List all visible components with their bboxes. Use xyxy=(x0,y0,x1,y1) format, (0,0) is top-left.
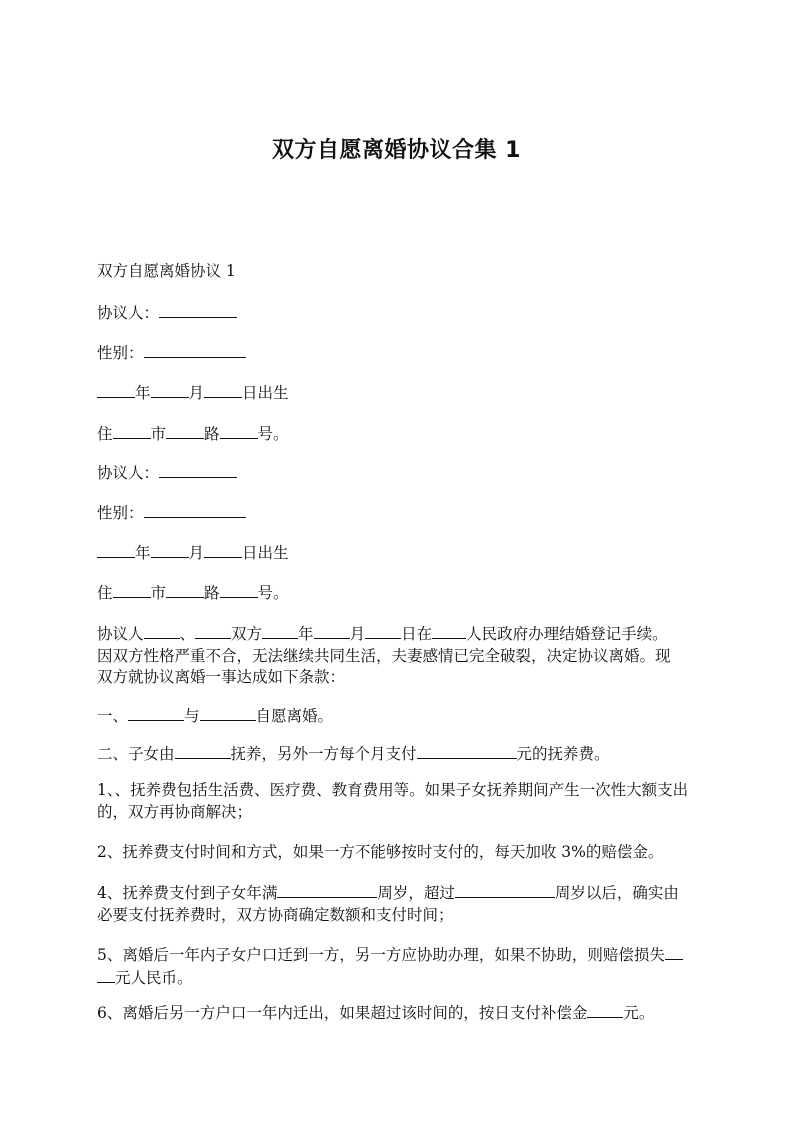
party1-addr-prefix: 住 xyxy=(97,425,113,443)
clause2-blank-1 xyxy=(175,743,231,759)
item4-row-1 xyxy=(97,882,707,905)
party2-no-blank xyxy=(220,582,258,598)
party1-no-blank xyxy=(220,423,258,439)
item4-text-2: 周岁，超过 xyxy=(377,884,455,902)
party1-month-blank xyxy=(151,382,189,398)
party1-name-line xyxy=(97,301,707,325)
document-title: 双方自愿离婚协议合集 1 xyxy=(272,138,521,163)
party2-road-blank xyxy=(166,582,204,598)
party2-gender-label: 性别： xyxy=(97,504,144,522)
item4-row-2: 必要支付抚养费时，双方协商确定数额和支付时间； xyxy=(97,905,454,924)
party1-gender-blank xyxy=(144,342,246,358)
party1-day-blank xyxy=(204,382,242,398)
item1-row-2: 的，双方再协商解决； xyxy=(97,802,253,821)
intro-blank-6 xyxy=(432,623,466,639)
party2-city-label: 市 xyxy=(150,584,167,602)
clause2-blank-2 xyxy=(417,743,517,759)
party1-no-label: 号。 xyxy=(257,425,289,443)
clause2-text-3: 元的抚养费。 xyxy=(516,745,610,763)
party2-year-blank xyxy=(97,542,135,558)
party2-address-line xyxy=(97,581,707,605)
item-2: 2、抚养费支付时间和方式，如果一方不能够按时支付的，每天加收 3%的赔偿金。 xyxy=(97,843,664,861)
intro-row-3: 双方就协议离婚一事达成如下条款： xyxy=(97,668,346,686)
item-6 xyxy=(97,1001,707,1025)
intro-text-5: 月 xyxy=(349,625,366,643)
party2-month-blank xyxy=(151,542,189,558)
clause-1 xyxy=(97,704,707,728)
party2-name-line xyxy=(97,461,707,485)
party2-year-label: 年 xyxy=(135,544,151,562)
item6-text-2: 元。 xyxy=(623,1004,655,1022)
item5-text-1: 5、离婚后一年内子女户口迁到一方，另一方应协助办理，如果不协助，则赔偿损失 xyxy=(97,946,665,964)
item6-text-1: 6、离婚后另一方户口一年内迁出，如果超过该时间的，按日支付补偿金 xyxy=(97,1004,588,1022)
clause-2 xyxy=(97,742,707,766)
item5-blank-2 xyxy=(97,967,115,983)
party2-day-blank xyxy=(204,542,242,558)
party1-city-blank xyxy=(113,423,151,439)
party1-year-blank xyxy=(97,382,135,398)
party1-label: 协议人： xyxy=(97,304,160,322)
clause1-text-3: 自愿离婚。 xyxy=(255,707,334,725)
item1-row-1: 1、、抚养费包括生活费、医疗费、教育费用等。如果子女抚养期间产生一次性大额支出 xyxy=(97,781,689,799)
party1-gender-line xyxy=(97,341,707,365)
intro-paragraph xyxy=(97,623,707,689)
intro-text-4: 年 xyxy=(298,625,314,643)
item4-text-1: 4、抚养费支付到子女年满 xyxy=(97,884,278,902)
item5-row-1 xyxy=(97,944,707,967)
party2-month-label: 月 xyxy=(188,544,205,562)
party2-road-label: 路 xyxy=(204,584,220,602)
party2-gender-blank xyxy=(144,502,246,518)
intro-blank-1 xyxy=(144,623,180,639)
party1-year-label: 年 xyxy=(135,384,151,402)
intro-text-3: 双方 xyxy=(231,625,263,643)
party1-road-label: 路 xyxy=(204,425,220,443)
item-5 xyxy=(97,944,707,989)
clause1-blank-2 xyxy=(200,705,256,721)
clause2-text-1: 二、子女由 xyxy=(97,745,175,763)
item-1 xyxy=(97,780,707,823)
intro-blank-3 xyxy=(262,623,298,639)
party2-day-label: 日出生 xyxy=(242,544,289,562)
clause1-text-2: 与 xyxy=(184,707,200,725)
party1-city-label: 市 xyxy=(150,425,167,443)
clause1-text-1: 一、 xyxy=(97,707,129,725)
item-4 xyxy=(97,882,707,926)
party2-birth-line xyxy=(97,541,707,565)
item5-row-2 xyxy=(97,967,707,990)
item4-text-3: 周岁以后，确实由 xyxy=(554,884,679,902)
party2-city-blank xyxy=(113,582,151,598)
item4-blank-2 xyxy=(455,882,555,898)
intro-text-1: 协议人 xyxy=(97,625,144,643)
clause2-text-2: 抚养，另外一方每个月支付 xyxy=(230,745,417,763)
intro-row-1 xyxy=(97,623,707,646)
party1-road-blank xyxy=(166,423,204,439)
item5-blank-1 xyxy=(665,944,683,960)
intro-row-2: 因双方性格严重不合，无法继续共同生活，夫妻感情已完全破裂，决定协议离婚。现 xyxy=(97,646,671,665)
party1-day-label: 日出生 xyxy=(242,384,289,402)
party1-name-blank xyxy=(159,302,237,318)
clause1-blank-1 xyxy=(128,705,184,721)
party2-label: 协议人： xyxy=(97,464,160,482)
item6-blank-1 xyxy=(587,1002,623,1018)
intro-blank-2 xyxy=(195,623,231,639)
intro-text-2: 、 xyxy=(179,625,196,643)
party2-name-blank xyxy=(159,462,237,478)
party2-gender-line xyxy=(97,501,707,525)
party2-no-label: 号。 xyxy=(257,584,289,602)
intro-blank-5 xyxy=(365,623,401,639)
party1-gender-label: 性别： xyxy=(97,344,144,362)
document-subtitle: 双方自愿离婚协议 1 xyxy=(97,262,236,280)
party1-birth-line xyxy=(97,381,707,405)
intro-text-6: 日在 xyxy=(401,625,433,643)
intro-text-7: 人民政府办理结婚登记手续。 xyxy=(466,625,668,643)
intro-blank-4 xyxy=(314,623,350,639)
party1-month-label: 月 xyxy=(188,384,205,402)
item4-blank-1 xyxy=(277,882,377,898)
party1-address-line xyxy=(97,422,707,446)
item5-text-2: 元人民币。 xyxy=(115,968,193,987)
party2-addr-prefix: 住 xyxy=(97,584,113,602)
